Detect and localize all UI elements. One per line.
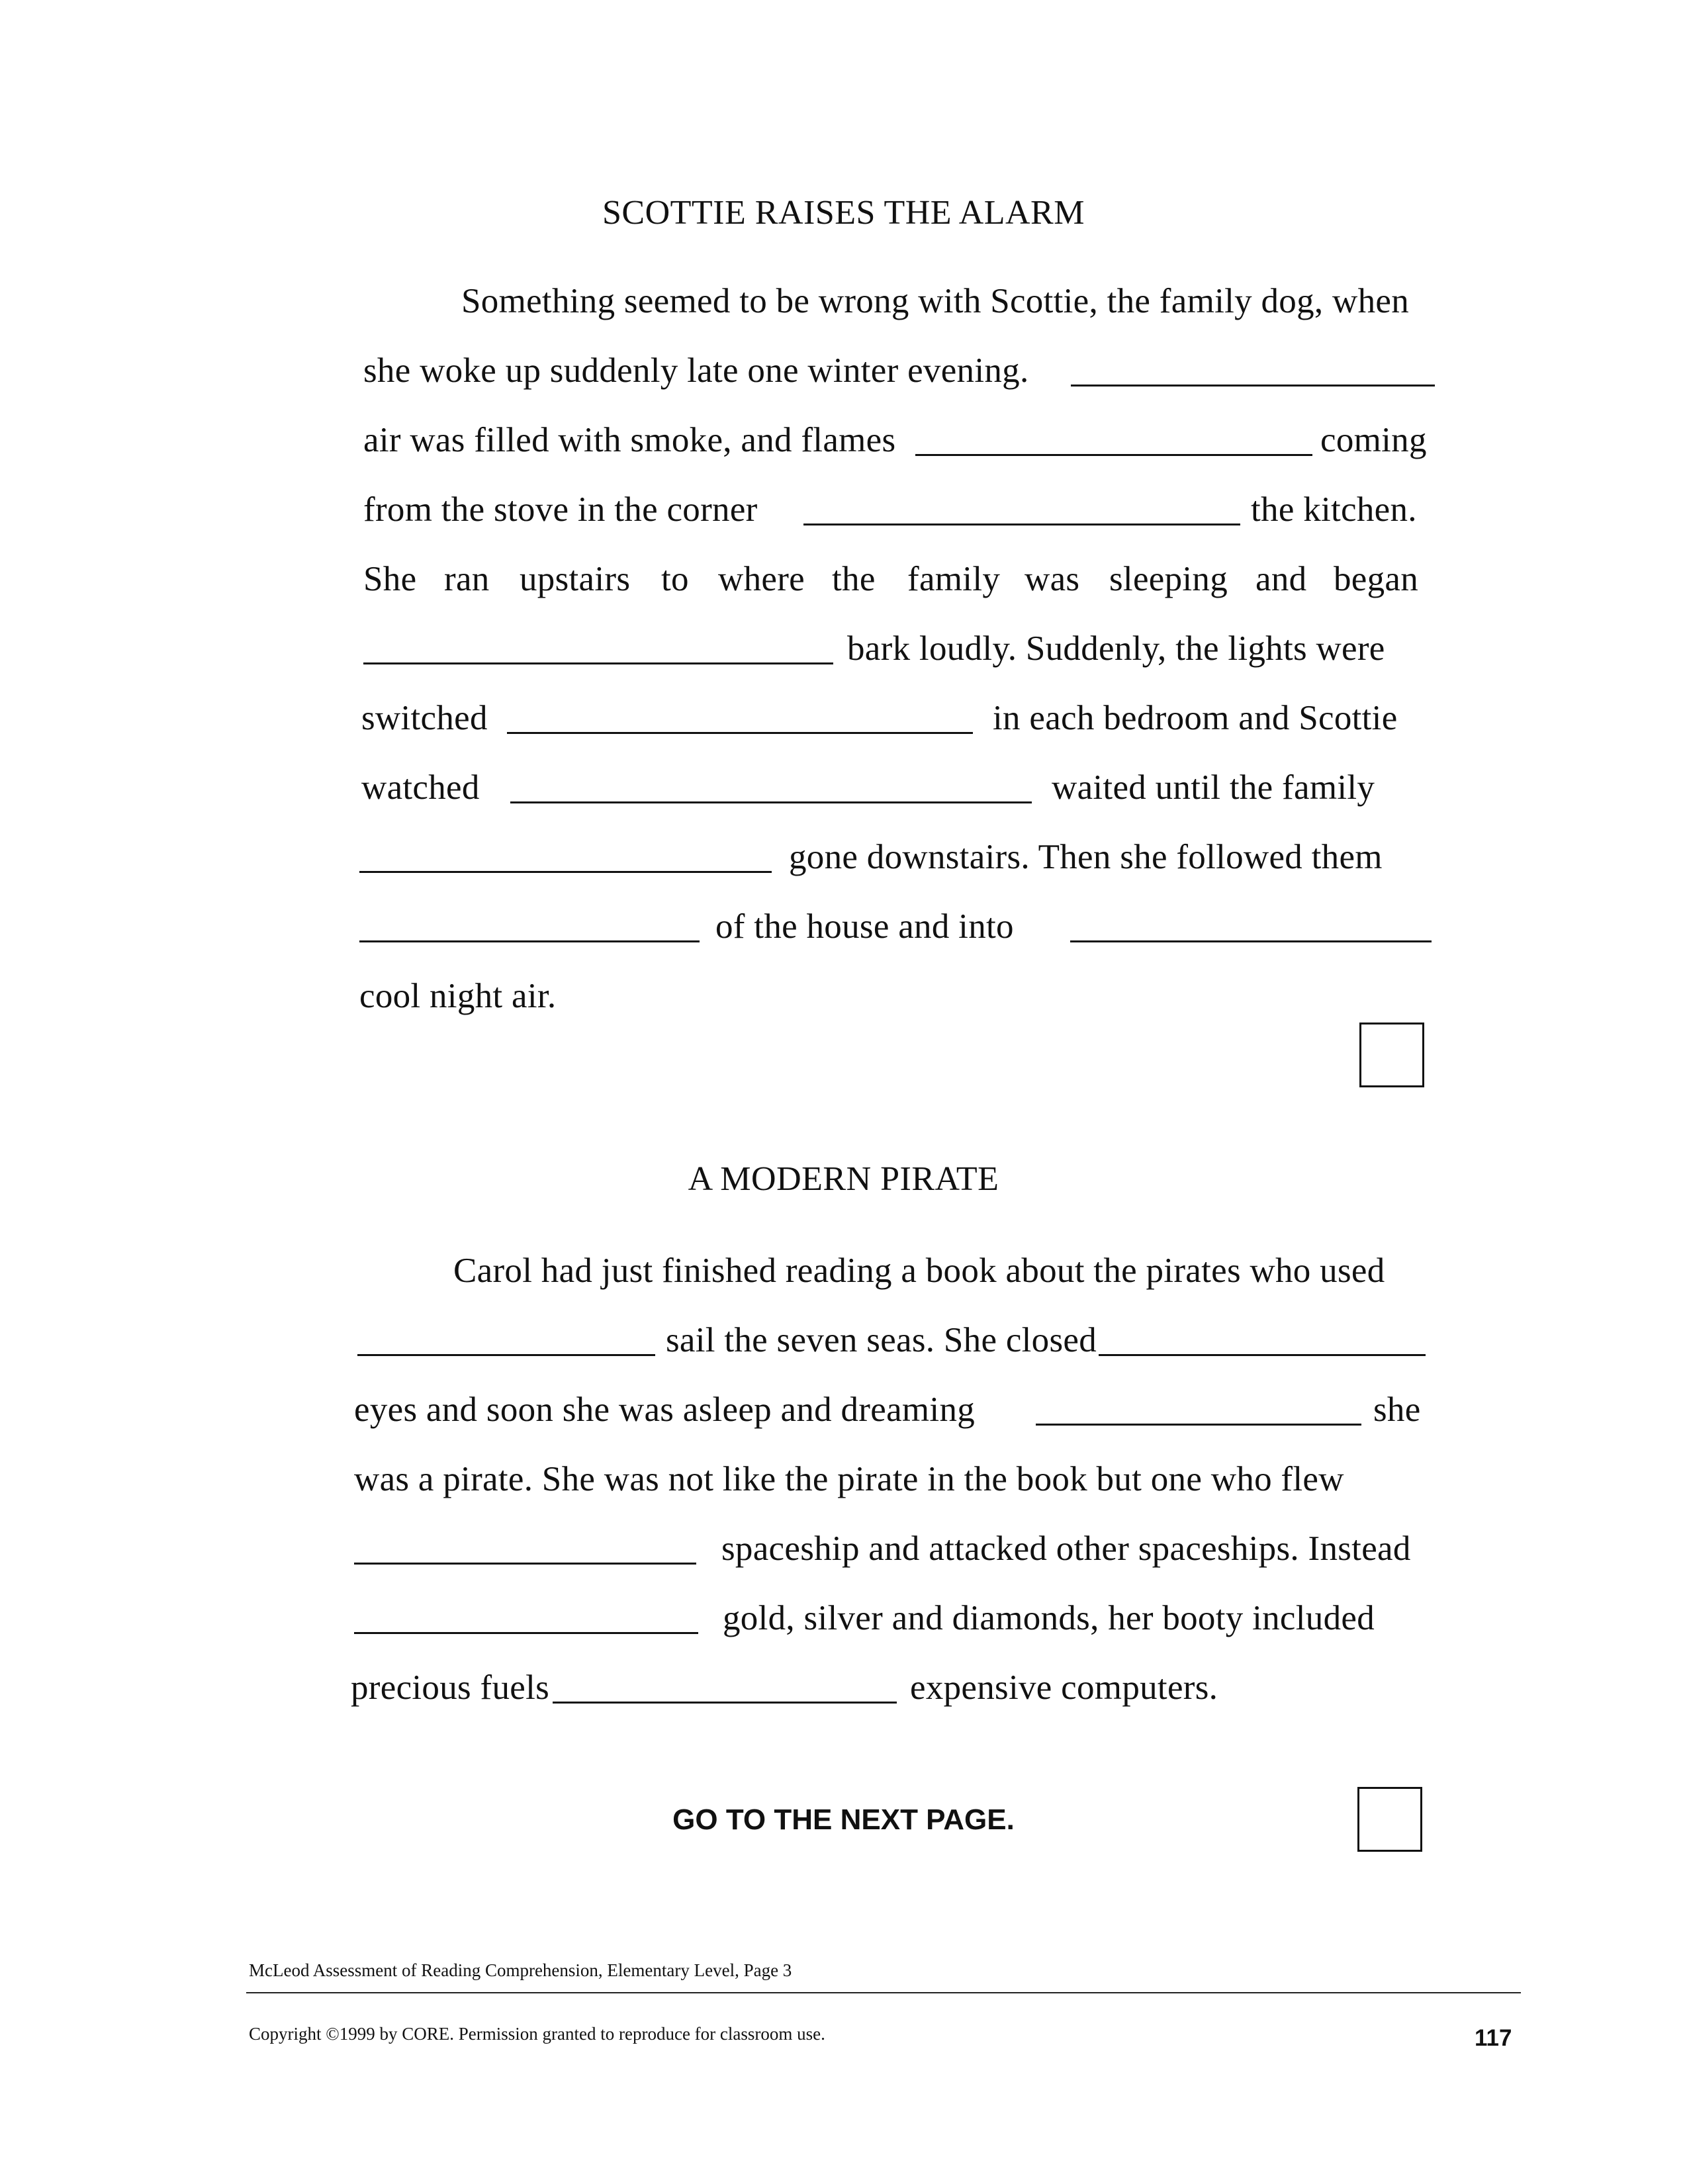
passage-line (0, 1456, 1687, 1502)
passage-word: the (832, 560, 876, 598)
passage-text: Carol had just finished reading a book about the pirates who used (453, 1251, 1385, 1290)
story-title-pirate: A MODERN PIRATE (688, 1160, 999, 1198)
passage-line (0, 1317, 1687, 1363)
footer-divider (246, 1992, 1521, 1993)
passage-line (0, 1664, 1687, 1711)
passage-text: precious fuels (351, 1668, 550, 1707)
story-title-scottie: SCOTTIE RAISES THE ALARM (602, 194, 1085, 232)
passage-line (0, 625, 1687, 672)
passage-word: where (718, 560, 805, 598)
passage-word: ran (444, 560, 490, 598)
passage-word: to (661, 560, 689, 598)
passage-text: in each bedroom and Scottie (993, 699, 1398, 737)
passage-line (0, 486, 1687, 533)
passage-text: watched (361, 768, 480, 807)
passage-word: family (907, 560, 1001, 598)
passage-text: she (1373, 1390, 1421, 1429)
page-number: 117 (1475, 2025, 1512, 2051)
footer-source: McLeod Assessment of Reading Comprehension, Elementary Level, Page 3 (249, 1960, 792, 1980)
cloze-blank[interactable] (803, 523, 1240, 525)
passage-word: began (1334, 560, 1419, 598)
passage-line (0, 695, 1687, 741)
cloze-blank[interactable] (507, 732, 973, 734)
passage-text: she woke up suddenly late one winter evening. (363, 351, 1029, 390)
passage-text: sail the seven seas. She closed (666, 1321, 1097, 1359)
passage-word: and (1255, 560, 1307, 598)
passage-text: was a pirate. She was not like the pirate in the book but one who flew (354, 1460, 1344, 1498)
passage-word: was (1025, 560, 1080, 598)
cloze-blank[interactable] (1099, 1354, 1426, 1356)
cloze-blank[interactable] (363, 662, 833, 664)
cloze-blank[interactable] (510, 801, 1032, 803)
passage-line (0, 1248, 1687, 1294)
cloze-blank[interactable] (354, 1563, 696, 1565)
passage-text: switched (361, 699, 488, 737)
cloze-blank[interactable] (359, 940, 700, 942)
passage-text: from the stove in the corner (363, 490, 758, 529)
passage-line (0, 834, 1687, 880)
passage-text: coming (1320, 421, 1427, 459)
footer-copyright: Copyright ©1999 by CORE. Permission granted to reproduce for classroom use. (249, 2024, 825, 2044)
passage-line (0, 1525, 1687, 1572)
passage-line (0, 973, 1687, 1019)
passage-line (0, 417, 1687, 463)
cloze-blank[interactable] (354, 1632, 698, 1634)
cloze-blank[interactable] (359, 871, 772, 873)
passage-line (0, 1387, 1687, 1433)
passage-line (0, 347, 1687, 394)
passage-text: Something seemed to be wrong with Scottie, the family dog, when (461, 282, 1409, 320)
cloze-blank[interactable] (553, 1702, 897, 1704)
passage-text: cool night air. (359, 977, 557, 1015)
passage-text: of the house and into (715, 907, 1014, 946)
passage-line (0, 764, 1687, 811)
score-box[interactable] (1359, 1023, 1424, 1087)
passage-text: bark loudly. Suddenly, the lights were (847, 629, 1385, 668)
passage-text: expensive computers. (910, 1668, 1218, 1707)
passage-word: sleeping (1109, 560, 1228, 598)
passage-text: gone downstairs. Then she followed them (789, 838, 1383, 876)
passage-word: upstairs (520, 560, 631, 598)
cloze-blank[interactable] (1071, 385, 1435, 387)
passage-line (0, 903, 1687, 950)
passage-text: waited until the family (1052, 768, 1375, 807)
cloze-blank[interactable] (915, 454, 1312, 456)
passage-line (0, 556, 1687, 602)
passage-text: spaceship and attacked other spaceships. Instead (721, 1529, 1411, 1568)
passage-text: air was filled with smoke, and flames (363, 421, 896, 459)
passage-word: She (363, 560, 417, 598)
cloze-blank[interactable] (1070, 940, 1432, 942)
passage-text: gold, silver and diamonds, her booty included (723, 1599, 1375, 1637)
passage-text: the kitchen. (1251, 490, 1417, 529)
cloze-blank[interactable] (357, 1354, 655, 1356)
cloze-blank[interactable] (1036, 1424, 1361, 1426)
passage-line (0, 1595, 1687, 1641)
next-page-instruction: GO TO THE NEXT PAGE. (672, 1803, 1015, 1836)
passage-text: eyes and soon she was asleep and dreaming (354, 1390, 976, 1429)
passage-line (0, 278, 1687, 324)
